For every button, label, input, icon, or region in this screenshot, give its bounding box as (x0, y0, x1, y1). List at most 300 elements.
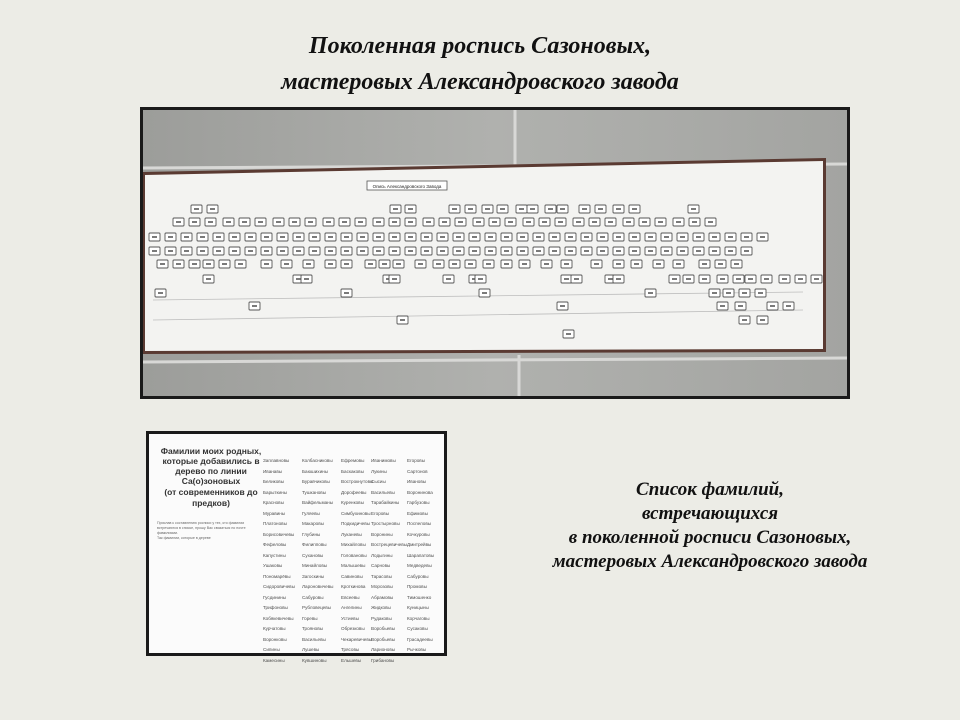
surname-entry: Кувшиновы (302, 657, 327, 663)
tree-node-label (770, 305, 775, 307)
tree-node-label (552, 250, 557, 252)
tree-node-label (608, 278, 613, 280)
tree-node-label (500, 208, 505, 210)
tree-node-label (642, 221, 647, 223)
tree-node-label (308, 221, 313, 223)
tree-node-label (686, 278, 691, 280)
tree-node-label (276, 221, 281, 223)
surname-entry: Тушкановы (302, 489, 327, 495)
tree-node-label (634, 263, 639, 265)
surname-entry: Сабуровы (407, 573, 429, 579)
tree-node-label (342, 221, 347, 223)
surname-column-1 (263, 456, 295, 666)
tree-node-label (708, 221, 713, 223)
surname-entry: Филипповы (302, 542, 327, 547)
tree-node-label (252, 305, 257, 307)
surname-entry: Ангелины (341, 605, 362, 610)
surname-entry: Гарбузовы (407, 500, 430, 505)
tree-node-label (440, 236, 445, 238)
surname-entry: Сухановы (302, 552, 324, 558)
surname-entry: Вайфельманы (302, 500, 333, 505)
surname-entry: Гуляевы (302, 510, 320, 516)
tree-node-label (616, 263, 621, 265)
surname-entry: Сарновы (371, 563, 391, 568)
tree-node-label (468, 263, 473, 265)
tree-node-label (702, 263, 707, 265)
tree-node-label (504, 250, 509, 252)
tree-node-label (216, 236, 221, 238)
tree-node-label (206, 278, 211, 280)
tree-node-label (476, 221, 481, 223)
tree-node-label (436, 263, 441, 265)
tree-node-label (726, 292, 731, 294)
surname-entry: Ларионовы (371, 647, 396, 652)
surname-entry: Корчаговы (407, 615, 430, 621)
tree-node-label (328, 236, 333, 238)
tree-node-label (648, 250, 653, 252)
tree-node-label (456, 236, 461, 238)
surname-entry: Баскаковы (341, 468, 364, 474)
tree-node-label (608, 221, 613, 223)
surname-entry: Евсеевы (341, 594, 360, 600)
tree-node-label (392, 250, 397, 252)
surname-entry: Савиновы (341, 573, 363, 579)
tree-node-label (744, 236, 749, 238)
surname-entry: Барыткины (263, 489, 287, 495)
surname-entry: Обрезковы (341, 626, 365, 631)
tree-node-label (184, 250, 189, 252)
caption-line-1: Список фамилий, (636, 479, 784, 500)
list-note-line-3: фамилиями. (157, 531, 178, 535)
family-tree-photo (140, 107, 850, 399)
tree-node-label (184, 236, 189, 238)
tree-node-label (326, 221, 331, 223)
tree-node-label (696, 236, 701, 238)
tree-node-label (424, 250, 429, 252)
tree-node-label (764, 278, 769, 280)
tree-banner-label: Опись Александровского Завода (372, 184, 442, 189)
surname-entry: Луканевы (341, 531, 362, 537)
surname-entry: Заплавновы (263, 458, 290, 463)
tree-node-label (264, 250, 269, 252)
tree-node-label (485, 208, 490, 210)
tree-node-label (734, 263, 739, 265)
tree-node-label (680, 250, 685, 252)
surname-entry: Промовы (407, 584, 427, 589)
surname-entry: Устиевы (341, 615, 359, 621)
tree-node-label (626, 221, 631, 223)
list-heading-line-1: Фамилии моих родных, (160, 446, 262, 456)
caption-line-3: в поколенной росписи Сазоновых, (568, 527, 852, 548)
surname-column-2 (302, 456, 333, 666)
tree-node-label (676, 221, 681, 223)
tree-node-label (744, 250, 749, 252)
tree-node-label (452, 263, 457, 265)
tree-node-label (472, 250, 477, 252)
tree-node-label (248, 250, 253, 252)
surname-entry: Лодыгины (371, 552, 393, 558)
tree-node-label (742, 319, 747, 321)
tree-node-label (728, 250, 733, 252)
tree-node-label (206, 263, 211, 265)
tree-node-label (616, 278, 621, 280)
tree-node-label (216, 250, 221, 252)
tree-node-label (564, 263, 569, 265)
surname-entry: Вострокнутовы (341, 479, 374, 484)
tree-node-label (306, 263, 311, 265)
tree-node-label (504, 236, 509, 238)
tree-node-label (232, 236, 237, 238)
tree-node-label (526, 221, 531, 223)
tree-node-label (392, 236, 397, 238)
tree-node-label (482, 292, 487, 294)
tree-node-label (486, 263, 491, 265)
tree-node-label (536, 236, 541, 238)
tree-node-label (748, 278, 753, 280)
family-tree-drawing (143, 110, 847, 396)
surname-entry: Кочкуровы (407, 531, 430, 537)
surname-entry: Ушаковы (263, 563, 283, 568)
surname-entry: Трояновы (302, 626, 323, 631)
surname-entry: Пономарёвы (263, 573, 291, 579)
tree-node-label (720, 305, 725, 307)
tree-node-label (568, 250, 573, 252)
tree-node-label (536, 250, 541, 252)
surname-entry: Борисовичевы (263, 531, 295, 537)
tree-node-label (392, 221, 397, 223)
tree-node-label (522, 263, 527, 265)
tree-node-label (424, 236, 429, 238)
tree-node-label (280, 250, 285, 252)
tree-node-label (344, 236, 349, 238)
tree-node-label (582, 208, 587, 210)
tree-node-label (264, 236, 269, 238)
surname-column-4 (371, 456, 407, 666)
surname-entry: Тростырновы (371, 521, 400, 526)
tree-node-label (408, 221, 413, 223)
tree-node-label (760, 236, 765, 238)
tree-node-label (242, 221, 247, 223)
tree-node-label (200, 236, 205, 238)
tree-node-label (736, 278, 741, 280)
tree-node-label (304, 278, 309, 280)
tree-node-label (456, 250, 461, 252)
tree-node-label (296, 278, 301, 280)
surname-entry: Тарабайкины (371, 500, 400, 505)
surname-column-3 (341, 456, 373, 666)
surname-entry: Минайловы (302, 563, 328, 568)
surname-entry: Ефремовы (341, 458, 365, 463)
tree-node-label (492, 221, 497, 223)
tree-node-label (152, 250, 157, 252)
tree-node-label (616, 236, 621, 238)
tree-node-label (738, 305, 743, 307)
tree-node-label (226, 221, 231, 223)
surname-entry: Сысиы (371, 479, 386, 484)
tree-node-label (400, 319, 405, 321)
tree-node-label (600, 250, 605, 252)
surname-entry: Рубловецевы (302, 605, 331, 610)
surname-entry: Лароновичевы (302, 584, 334, 589)
surname-entry: Лукины (371, 468, 387, 474)
tree-node-label (168, 236, 173, 238)
tree-node-label (718, 263, 723, 265)
surname-entry: Воробьевы (371, 636, 396, 642)
tree-node-label (360, 250, 365, 252)
tree-node-label (696, 250, 701, 252)
surname-entry: Вострецевичевы (371, 542, 407, 547)
surname-entry: Подкидичевы (341, 521, 370, 526)
slide-caption (460, 478, 960, 574)
tree-node-label (238, 263, 243, 265)
tree-node-label (814, 278, 819, 280)
tree-node-label (312, 236, 317, 238)
surname-entry: Колбасниковы (302, 458, 333, 463)
surname-entry: Шарапатовы (407, 552, 435, 558)
surname-entry: Беликовы (263, 479, 285, 484)
tree-node-label (160, 263, 165, 265)
tree-node-label (458, 221, 463, 223)
surname-entry: Глубины (302, 531, 321, 537)
surname-entry: Жидковы (371, 605, 391, 610)
surname-entry: Тарасовы (371, 573, 392, 579)
tree-node-label (728, 236, 733, 238)
tree-node-label (176, 221, 181, 223)
tree-node-label (408, 208, 413, 210)
surname-entry: Сидоровичевы (263, 584, 295, 589)
tree-node-label (194, 208, 199, 210)
tree-node-label (560, 208, 565, 210)
surname-entry: Поспеловы (407, 521, 432, 526)
surname-entry: Ивановы (407, 479, 427, 484)
tree-node-label (598, 208, 603, 210)
tree-node-label (440, 250, 445, 252)
tree-node-label (616, 208, 621, 210)
tree-node-label (584, 236, 589, 238)
slide-title-line-1: Поколенная роспись Сазоновых, (308, 33, 652, 59)
list-subheading-line-2: предков) (192, 498, 230, 508)
slide-title-line-2: мастеровых Александровского завода (281, 69, 679, 95)
tree-node-label (520, 236, 525, 238)
tree-node-label (408, 236, 413, 238)
tree-node-label (452, 208, 457, 210)
list-heading-line-2: которые добавились в (162, 456, 260, 466)
surname-entry: Грасадеевы (407, 636, 433, 642)
tree-node-label (558, 221, 563, 223)
tree-node-label (600, 236, 605, 238)
tree-node-label (210, 208, 215, 210)
tree-node-label (168, 250, 173, 252)
tree-node-label (691, 208, 696, 210)
tree-node-label (574, 278, 579, 280)
tree-node-label (519, 208, 524, 210)
surname-entry: Медведевы (407, 563, 432, 568)
tree-node-label (376, 236, 381, 238)
tree-node-label (152, 236, 157, 238)
surname-entry: Лушевы (302, 647, 320, 652)
tree-node-label (504, 263, 509, 265)
surname-entry: Воронины (371, 531, 393, 537)
surname-entry: Малышевы (341, 563, 366, 568)
list-note-line-2: встречаются в списке, прошу Вас связаться по почте (157, 526, 246, 530)
surname-entry: Ельшевы (341, 657, 362, 663)
slide-title (0, 28, 960, 100)
tree-node-label (594, 263, 599, 265)
list-heading (159, 446, 263, 508)
tree-node-label (566, 333, 571, 335)
tree-node-label (446, 278, 451, 280)
surname-entry: Воронковы (263, 636, 287, 642)
surname-entry: Макаровы (302, 521, 324, 526)
surname-entry: Буравчиковы (302, 479, 330, 484)
surname-entry: Чекаревичевы (341, 636, 373, 642)
tree-node-label (548, 208, 553, 210)
tree-node-label (712, 292, 717, 294)
surname-entry: Сартонов (407, 468, 428, 474)
tree-node-label (632, 236, 637, 238)
tree-node-label (560, 305, 565, 307)
surname-entry: Кроткинова (341, 584, 366, 589)
tree-node-label (382, 263, 387, 265)
tree-node-label (676, 263, 681, 265)
tree-node-label (280, 236, 285, 238)
tree-node-label (712, 250, 717, 252)
caption-line-2: встречающихся (641, 503, 779, 524)
tree-node-label (426, 221, 431, 223)
surname-entry: Симбухиновы (341, 510, 371, 516)
tree-node-label (664, 236, 669, 238)
tree-node-label (488, 236, 493, 238)
tree-node-label (393, 208, 398, 210)
tree-node-label (392, 278, 397, 280)
tree-node-label (592, 221, 597, 223)
surname-entry: Красновы (263, 500, 284, 505)
surname-entry: Тимошенко (407, 594, 432, 600)
tree-node-label (248, 236, 253, 238)
surname-entry: Гусдинины (263, 594, 286, 600)
list-note (157, 521, 265, 541)
tree-node-label (530, 208, 535, 210)
surname-list-photo (146, 431, 447, 663)
tree-node-label (542, 221, 547, 223)
surname-entry: Воробьевы (371, 626, 396, 631)
tree-node-label (408, 250, 413, 252)
tree-node-label (360, 236, 365, 238)
surname-entry: Иванимовы (371, 458, 396, 463)
surname-entry: Кобякевичевы (263, 615, 294, 621)
tree-node-label (702, 278, 707, 280)
tree-node-label (312, 250, 317, 252)
surname-entry: Головановы (341, 552, 367, 558)
tree-node-label (544, 263, 549, 265)
tree-node-label (712, 236, 717, 238)
tree-node-label (418, 263, 423, 265)
tree-node-label (576, 221, 581, 223)
tree-node-label (656, 263, 661, 265)
tree-node-label (584, 250, 589, 252)
tree-node-label (358, 221, 363, 223)
tree-node-label (478, 278, 483, 280)
surname-entry: Камесины (263, 657, 285, 663)
tree-node-label (208, 221, 213, 223)
surname-entry: Капустины (263, 552, 286, 558)
tree-node-label (488, 250, 493, 252)
tree-node-label (222, 263, 227, 265)
surname-entry: Михайловы (341, 542, 366, 547)
tree-node-label (328, 250, 333, 252)
tree-node-label (648, 292, 653, 294)
surname-entry: Егоровы (371, 510, 390, 516)
list-note-line-4: Так фамилии, которые в дереве (157, 536, 211, 540)
tree-node-label (552, 236, 557, 238)
list-heading-line-4: Са(о)зоновых (181, 476, 241, 486)
surname-entry: Куренковы (341, 500, 364, 505)
tree-node-label (658, 221, 663, 223)
tree-node-label (692, 221, 697, 223)
surname-entry: Сипины (263, 647, 280, 652)
surname-column-5 (407, 456, 434, 666)
tree-node-label (680, 236, 685, 238)
list-heading-line-3: дерево по линии (175, 466, 247, 476)
tree-node-label (344, 292, 349, 294)
surname-entry: Воронинова (407, 489, 433, 495)
surname-entry: Рудаковы (371, 615, 392, 621)
surname-entry: Сабуровы (302, 594, 324, 600)
tree-node-label (328, 263, 333, 265)
tree-node-label (672, 278, 677, 280)
surname-entry: Васильевы (302, 636, 326, 642)
surname-entry: Горевы (302, 615, 318, 621)
tree-node-label (720, 278, 725, 280)
tree-node-label (758, 292, 763, 294)
tree-node-label (564, 278, 569, 280)
surname-entry: Сусаковы (407, 626, 428, 631)
surname-entry: Дорофеевы (341, 489, 367, 495)
tree-node-label (442, 221, 447, 223)
surname-entry: Баюшихины (302, 468, 328, 474)
tree-node-label (520, 250, 525, 252)
tree-node-label (296, 250, 301, 252)
list-note-line-1: Прислав к составлению росписи у тех, кто фамилии (157, 521, 245, 525)
surname-entry: Морозовы (371, 584, 393, 589)
tree-node-label (344, 250, 349, 252)
tree-node-label (296, 236, 301, 238)
tree-node-label (468, 208, 473, 210)
tree-node-label (396, 263, 401, 265)
surname-entry: Ефимовы (407, 510, 428, 516)
tree-node-label (264, 263, 269, 265)
tree-node-label (158, 292, 163, 294)
surname-entry: Трифоновы (263, 605, 288, 610)
surname-entry: Егоровы (407, 458, 426, 463)
surname-entry: Дмитрейвы (407, 542, 432, 547)
tree-node-label (192, 263, 197, 265)
tree-node-label (508, 221, 513, 223)
tree-node-label (258, 221, 263, 223)
surname-entry: Фефеловы (263, 542, 287, 547)
tree-node-label (472, 236, 477, 238)
tree-node-label (568, 236, 573, 238)
tree-node-label (368, 263, 373, 265)
tree-node-label (786, 305, 791, 307)
list-subheading-line-1: (от современников до (164, 487, 258, 497)
surname-entry: Курчатовы (263, 626, 286, 631)
tree-node-label (232, 250, 237, 252)
surname-entry: Иванавы (263, 468, 283, 474)
surname-entry: Рычковы (407, 647, 427, 652)
surname-entry: Трясовы (341, 647, 360, 652)
tree-node-label (798, 278, 803, 280)
